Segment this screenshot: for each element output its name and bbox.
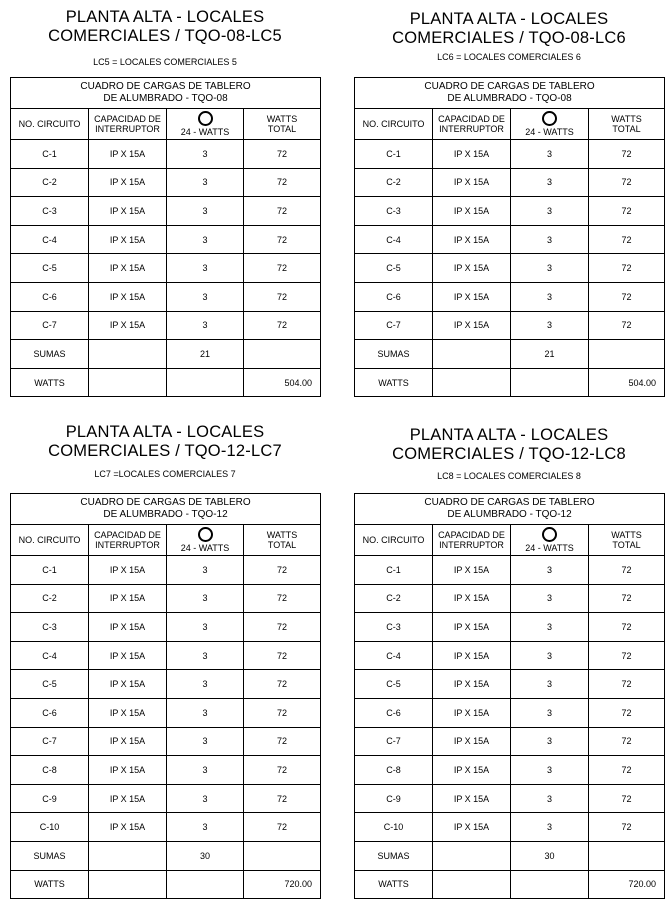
cell-quantity: 3 (167, 641, 244, 670)
watts-empty (167, 870, 244, 899)
panel-title (354, 426, 664, 464)
cell-quantity: 3 (167, 311, 244, 340)
table-row (355, 556, 665, 585)
cell-quantity: 3 (167, 670, 244, 699)
sums-value: 21 (511, 340, 589, 369)
sums-empty (433, 841, 511, 870)
sums-row (11, 841, 321, 870)
sums-empty (589, 340, 665, 369)
table-row (11, 311, 321, 340)
cell-capacity: IP X 15A (89, 670, 167, 699)
cell-watts: 72 (589, 225, 665, 254)
table-row (11, 784, 321, 813)
header-lamp (167, 109, 244, 140)
cell-watts: 72 (244, 813, 321, 842)
cell-watts: 72 (589, 670, 665, 699)
header-capacity (89, 109, 167, 140)
cell-circuit: C-2 (11, 168, 89, 197)
header-watts-line1: WATTS (266, 530, 298, 540)
header-lamp-label: 24 - WATTS (180, 127, 230, 137)
header-capacity (89, 525, 167, 556)
table-row (355, 784, 665, 813)
cell-circuit: C-6 (11, 282, 89, 311)
cell-circuit: C-7 (11, 727, 89, 756)
sums-empty (589, 841, 665, 870)
cell-circuit: C-7 (355, 727, 433, 756)
cell-capacity: IP X 15A (89, 727, 167, 756)
cell-quantity: 3 (167, 282, 244, 311)
cell-watts: 72 (589, 756, 665, 785)
cell-watts: 72 (244, 641, 321, 670)
cell-watts: 72 (589, 584, 665, 613)
panel-title-line2: COMERCIALES / TQO-12-LC8 (392, 445, 626, 463)
table-title-line1: CUADRO DE CARGAS DE TABLERO (424, 497, 595, 508)
table-row (11, 556, 321, 585)
cell-capacity: IP X 15A (433, 727, 511, 756)
cell-circuit: C-5 (355, 254, 433, 283)
cell-capacity: IP X 15A (433, 756, 511, 785)
watts-empty (511, 870, 589, 899)
sums-label: SUMAS (11, 340, 89, 369)
header-watts-line1: WATTS (266, 114, 298, 124)
panel-lc5 (10, 8, 320, 393)
cell-watts: 72 (244, 613, 321, 642)
panel-title-line1: PLANTA ALTA - LOCALES (65, 423, 265, 441)
table-row (355, 311, 665, 340)
cell-capacity: IP X 15A (433, 556, 511, 585)
cell-watts: 72 (244, 140, 321, 169)
header-watts (589, 109, 665, 140)
header-capacity-line1: CAPACIDAD DE (94, 530, 161, 540)
table-row (11, 641, 321, 670)
watts-row (11, 870, 321, 899)
table-title-line2: DE ALUMBRADO - TQO-08 (447, 93, 572, 104)
table-row (355, 756, 665, 785)
table-title-line1: CUADRO DE CARGAS DE TABLERO (424, 81, 595, 92)
table-body (355, 140, 665, 397)
cell-capacity: IP X 15A (433, 641, 511, 670)
cell-circuit: C-2 (355, 584, 433, 613)
panel-lc8 (354, 426, 664, 897)
cell-quantity: 3 (167, 197, 244, 226)
cell-circuit: C-1 (355, 140, 433, 169)
sums-row (355, 340, 665, 369)
cell-capacity: IP X 15A (89, 254, 167, 283)
cell-watts: 72 (244, 168, 321, 197)
cell-circuit: C-10 (355, 813, 433, 842)
cell-watts: 72 (589, 784, 665, 813)
cell-watts: 72 (244, 784, 321, 813)
sums-value: 30 (511, 841, 589, 870)
cell-watts: 72 (244, 584, 321, 613)
panel-title-line1: PLANTA ALTA - LOCALES (409, 10, 609, 28)
cell-watts: 72 (244, 225, 321, 254)
sums-empty (89, 841, 167, 870)
cell-circuit: C-5 (11, 254, 89, 283)
sums-row (355, 841, 665, 870)
lamp-circle-icon (198, 111, 213, 126)
watts-empty (433, 870, 511, 899)
header-capacity-line2: INTERRUPTOR (439, 540, 504, 550)
table-row (11, 670, 321, 699)
table-row (355, 254, 665, 283)
cell-quantity: 3 (167, 140, 244, 169)
table-title (11, 494, 321, 525)
cell-watts: 72 (244, 282, 321, 311)
cell-watts: 72 (244, 311, 321, 340)
cell-quantity: 3 (167, 698, 244, 727)
table-row (11, 727, 321, 756)
table-row (11, 813, 321, 842)
header-lamp-label: 24 - WATTS (525, 127, 574, 137)
cell-watts: 72 (589, 613, 665, 642)
table-row (11, 225, 321, 254)
cell-capacity: IP X 15A (433, 813, 511, 842)
header-circuit: NO. CIRCUITO (355, 109, 433, 140)
cell-watts: 72 (589, 556, 665, 585)
cell-circuit: C-6 (355, 282, 433, 311)
cell-capacity: IP X 15A (433, 613, 511, 642)
header-watts (589, 525, 665, 556)
table-title (11, 78, 321, 109)
panel-title-line1: PLANTA ALTA - LOCALES (409, 426, 609, 444)
cell-watts: 72 (244, 254, 321, 283)
table-row (11, 756, 321, 785)
cell-circuit: C-2 (355, 168, 433, 197)
table-body (11, 140, 321, 397)
table-body (11, 556, 321, 899)
watts-value: 720.00 (589, 870, 665, 899)
cell-capacity: IP X 15A (433, 140, 511, 169)
cell-quantity: 3 (511, 282, 589, 311)
table-row (355, 727, 665, 756)
cell-circuit: C-5 (11, 670, 89, 699)
header-watts-line2: TOTAL (267, 124, 297, 134)
header-watts-line2: TOTAL (612, 124, 641, 134)
table-title (355, 494, 665, 525)
table-row (355, 813, 665, 842)
watts-empty (511, 368, 589, 397)
cell-circuit: C-4 (11, 641, 89, 670)
header-capacity (433, 109, 511, 140)
table-row (11, 197, 321, 226)
cell-capacity: IP X 15A (89, 197, 167, 226)
cell-watts: 72 (244, 197, 321, 226)
cell-watts: 72 (589, 698, 665, 727)
cell-circuit: C-2 (11, 584, 89, 613)
header-capacity-line2: INTERRUPTOR (95, 124, 160, 134)
panel-title (10, 423, 320, 461)
lamp-circle-icon (542, 111, 557, 126)
header-circuit: NO. CIRCUITO (355, 525, 433, 556)
header-lamp (511, 109, 589, 140)
cell-watts: 72 (589, 197, 665, 226)
header-lamp (167, 525, 244, 556)
cell-capacity: IP X 15A (89, 311, 167, 340)
load-table (354, 77, 665, 397)
cell-circuit: C-8 (355, 756, 433, 785)
cell-quantity: 3 (511, 168, 589, 197)
cell-watts: 72 (589, 168, 665, 197)
cell-circuit: C-5 (355, 670, 433, 699)
sums-label: SUMAS (355, 841, 433, 870)
panel-lc6 (354, 10, 664, 395)
cell-circuit: C-3 (11, 197, 89, 226)
cell-quantity: 3 (167, 556, 244, 585)
header-capacity (433, 525, 511, 556)
table-row (11, 584, 321, 613)
panel-title (354, 10, 664, 48)
cell-watts: 72 (244, 727, 321, 756)
table-title (355, 78, 665, 109)
watts-value: 504.00 (589, 368, 665, 397)
cell-quantity: 3 (167, 254, 244, 283)
table-row (355, 140, 665, 169)
cell-capacity: IP X 15A (89, 282, 167, 311)
cell-capacity: IP X 15A (433, 670, 511, 699)
cell-capacity: IP X 15A (89, 784, 167, 813)
cell-quantity: 3 (167, 225, 244, 254)
sums-empty (89, 340, 167, 369)
table-title-line2: DE ALUMBRADO - TQO-08 (103, 93, 228, 104)
header-capacity-line1: CAPACIDAD DE (438, 114, 505, 124)
cell-circuit: C-6 (11, 698, 89, 727)
watts-empty (167, 368, 244, 397)
load-table (10, 493, 321, 899)
cell-watts: 72 (589, 254, 665, 283)
panel-title (10, 8, 320, 46)
cell-capacity: IP X 15A (89, 556, 167, 585)
panel-title-line2: COMERCIALES / TQO-08-LC6 (392, 29, 626, 47)
watts-row (11, 368, 321, 397)
cell-capacity: IP X 15A (433, 282, 511, 311)
cell-quantity: 3 (511, 197, 589, 226)
cell-watts: 72 (244, 756, 321, 785)
sums-empty (433, 340, 511, 369)
table-row (355, 282, 665, 311)
cell-circuit: C-3 (355, 197, 433, 226)
cell-quantity: 3 (167, 813, 244, 842)
table-row (355, 698, 665, 727)
cell-capacity: IP X 15A (89, 584, 167, 613)
watts-empty (89, 870, 167, 899)
cell-quantity: 3 (511, 556, 589, 585)
table-row (355, 613, 665, 642)
cell-quantity: 3 (511, 670, 589, 699)
cell-circuit: C-7 (355, 311, 433, 340)
sums-empty (244, 841, 321, 870)
watts-row (355, 368, 665, 397)
cell-capacity: IP X 15A (433, 168, 511, 197)
sums-row (11, 340, 321, 369)
table-row (11, 698, 321, 727)
panel-lc7 (10, 423, 320, 897)
panel-subtitle: LC6 = LOCALES COMERCIALES 6 (437, 52, 581, 62)
cell-quantity: 3 (511, 225, 589, 254)
sums-value: 21 (167, 340, 244, 369)
cell-watts: 72 (589, 727, 665, 756)
sums-label: SUMAS (11, 841, 89, 870)
cell-watts: 72 (589, 813, 665, 842)
cell-watts: 72 (244, 556, 321, 585)
cell-capacity: IP X 15A (89, 613, 167, 642)
cell-quantity: 3 (167, 613, 244, 642)
header-capacity-line2: INTERRUPTOR (95, 540, 160, 550)
cell-watts: 72 (589, 282, 665, 311)
cell-quantity: 3 (511, 813, 589, 842)
cell-watts: 72 (244, 698, 321, 727)
cell-capacity: IP X 15A (89, 641, 167, 670)
load-table (10, 77, 321, 397)
cell-quantity: 3 (167, 784, 244, 813)
table-row (11, 613, 321, 642)
header-watts (244, 109, 321, 140)
panel-title-line2: COMERCIALES / TQO-12-LC7 (48, 442, 282, 460)
watts-label: WATTS (355, 870, 433, 899)
header-circuit: NO. CIRCUITO (11, 525, 89, 556)
sums-empty (244, 340, 321, 369)
panel-title-line2: COMERCIALES / TQO-08-LC5 (48, 27, 282, 45)
lamp-circle-icon (198, 527, 213, 542)
cell-circuit: C-3 (355, 613, 433, 642)
cell-circuit: C-9 (11, 784, 89, 813)
cell-watts: 72 (589, 311, 665, 340)
cell-circuit: C-4 (355, 225, 433, 254)
cell-capacity: IP X 15A (89, 140, 167, 169)
cell-quantity: 3 (511, 311, 589, 340)
cell-quantity: 3 (511, 727, 589, 756)
cell-capacity: IP X 15A (89, 168, 167, 197)
header-watts-line2: TOTAL (267, 540, 297, 550)
watts-value: 720.00 (244, 870, 321, 899)
cell-quantity: 3 (511, 613, 589, 642)
header-lamp-label: 24 - WATTS (180, 543, 230, 553)
header-capacity-line1: CAPACIDAD DE (438, 530, 505, 540)
table-body (355, 556, 665, 899)
table-title-line1: CUADRO DE CARGAS DE TABLERO (80, 81, 251, 92)
cell-quantity: 3 (167, 727, 244, 756)
cell-capacity: IP X 15A (89, 813, 167, 842)
panel-subtitle: LC7 =LOCALES COMERCIALES 7 (94, 469, 236, 479)
table-row (355, 225, 665, 254)
cell-quantity: 3 (167, 756, 244, 785)
lamp-circle-icon (542, 527, 557, 542)
table-row (355, 168, 665, 197)
watts-value: 504.00 (244, 368, 321, 397)
panel-title-line1: PLANTA ALTA - LOCALES (65, 8, 265, 26)
cell-watts: 72 (589, 641, 665, 670)
cell-watts: 72 (589, 140, 665, 169)
cell-circuit: C-4 (355, 641, 433, 670)
watts-label: WATTS (355, 368, 433, 397)
cell-circuit: C-1 (11, 556, 89, 585)
cell-watts: 72 (244, 670, 321, 699)
table-row (355, 584, 665, 613)
cell-capacity: IP X 15A (433, 784, 511, 813)
cell-circuit: C-6 (355, 698, 433, 727)
cell-quantity: 3 (167, 584, 244, 613)
cell-circuit: C-10 (11, 813, 89, 842)
cell-quantity: 3 (511, 584, 589, 613)
cell-capacity: IP X 15A (433, 225, 511, 254)
header-watts-line2: TOTAL (612, 540, 641, 550)
sums-value: 30 (167, 841, 244, 870)
table-title-line2: DE ALUMBRADO - TQO-12 (103, 509, 228, 520)
cell-circuit: C-3 (11, 613, 89, 642)
cell-capacity: IP X 15A (433, 584, 511, 613)
table-row (355, 641, 665, 670)
cell-circuit: C-8 (11, 756, 89, 785)
panel-subtitle: LC8 = LOCALES COMERCIALES 8 (437, 471, 581, 481)
cell-capacity: IP X 15A (433, 698, 511, 727)
header-circuit: NO. CIRCUITO (11, 109, 89, 140)
table-row (355, 197, 665, 226)
cell-quantity: 3 (511, 254, 589, 283)
header-watts (244, 525, 321, 556)
cell-quantity: 3 (511, 698, 589, 727)
table-row (355, 670, 665, 699)
cell-quantity: 3 (167, 168, 244, 197)
watts-empty (433, 368, 511, 397)
cell-circuit: C-4 (11, 225, 89, 254)
header-watts-line1: WATTS (611, 530, 642, 540)
table-row (11, 282, 321, 311)
watts-label: WATTS (11, 870, 89, 899)
table-row (11, 168, 321, 197)
header-watts-line1: WATTS (611, 114, 642, 124)
watts-row (355, 870, 665, 899)
panel-subtitle: LC5 = LOCALES COMERCIALES 5 (93, 57, 237, 67)
table-title-line2: DE ALUMBRADO - TQO-12 (447, 509, 572, 520)
cell-circuit: C-1 (355, 556, 433, 585)
watts-label: WATTS (11, 368, 89, 397)
watts-empty (89, 368, 167, 397)
cell-capacity: IP X 15A (89, 756, 167, 785)
table-title-line1: CUADRO DE CARGAS DE TABLERO (80, 497, 251, 508)
cell-capacity: IP X 15A (433, 197, 511, 226)
cell-quantity: 3 (511, 641, 589, 670)
cell-capacity: IP X 15A (89, 225, 167, 254)
cell-circuit: C-1 (11, 140, 89, 169)
header-lamp (511, 525, 589, 556)
header-lamp-label: 24 - WATTS (525, 543, 574, 553)
cell-quantity: 3 (511, 756, 589, 785)
cell-capacity: IP X 15A (89, 698, 167, 727)
cell-capacity: IP X 15A (433, 311, 511, 340)
table-row (11, 254, 321, 283)
header-capacity-line2: INTERRUPTOR (439, 124, 504, 134)
cell-capacity: IP X 15A (433, 254, 511, 283)
cell-quantity: 3 (511, 784, 589, 813)
load-table (354, 493, 665, 899)
cell-quantity: 3 (511, 140, 589, 169)
header-capacity-line1: CAPACIDAD DE (94, 114, 161, 124)
cell-circuit: C-9 (355, 784, 433, 813)
table-row (11, 140, 321, 169)
sums-label: SUMAS (355, 340, 433, 369)
cell-circuit: C-7 (11, 311, 89, 340)
